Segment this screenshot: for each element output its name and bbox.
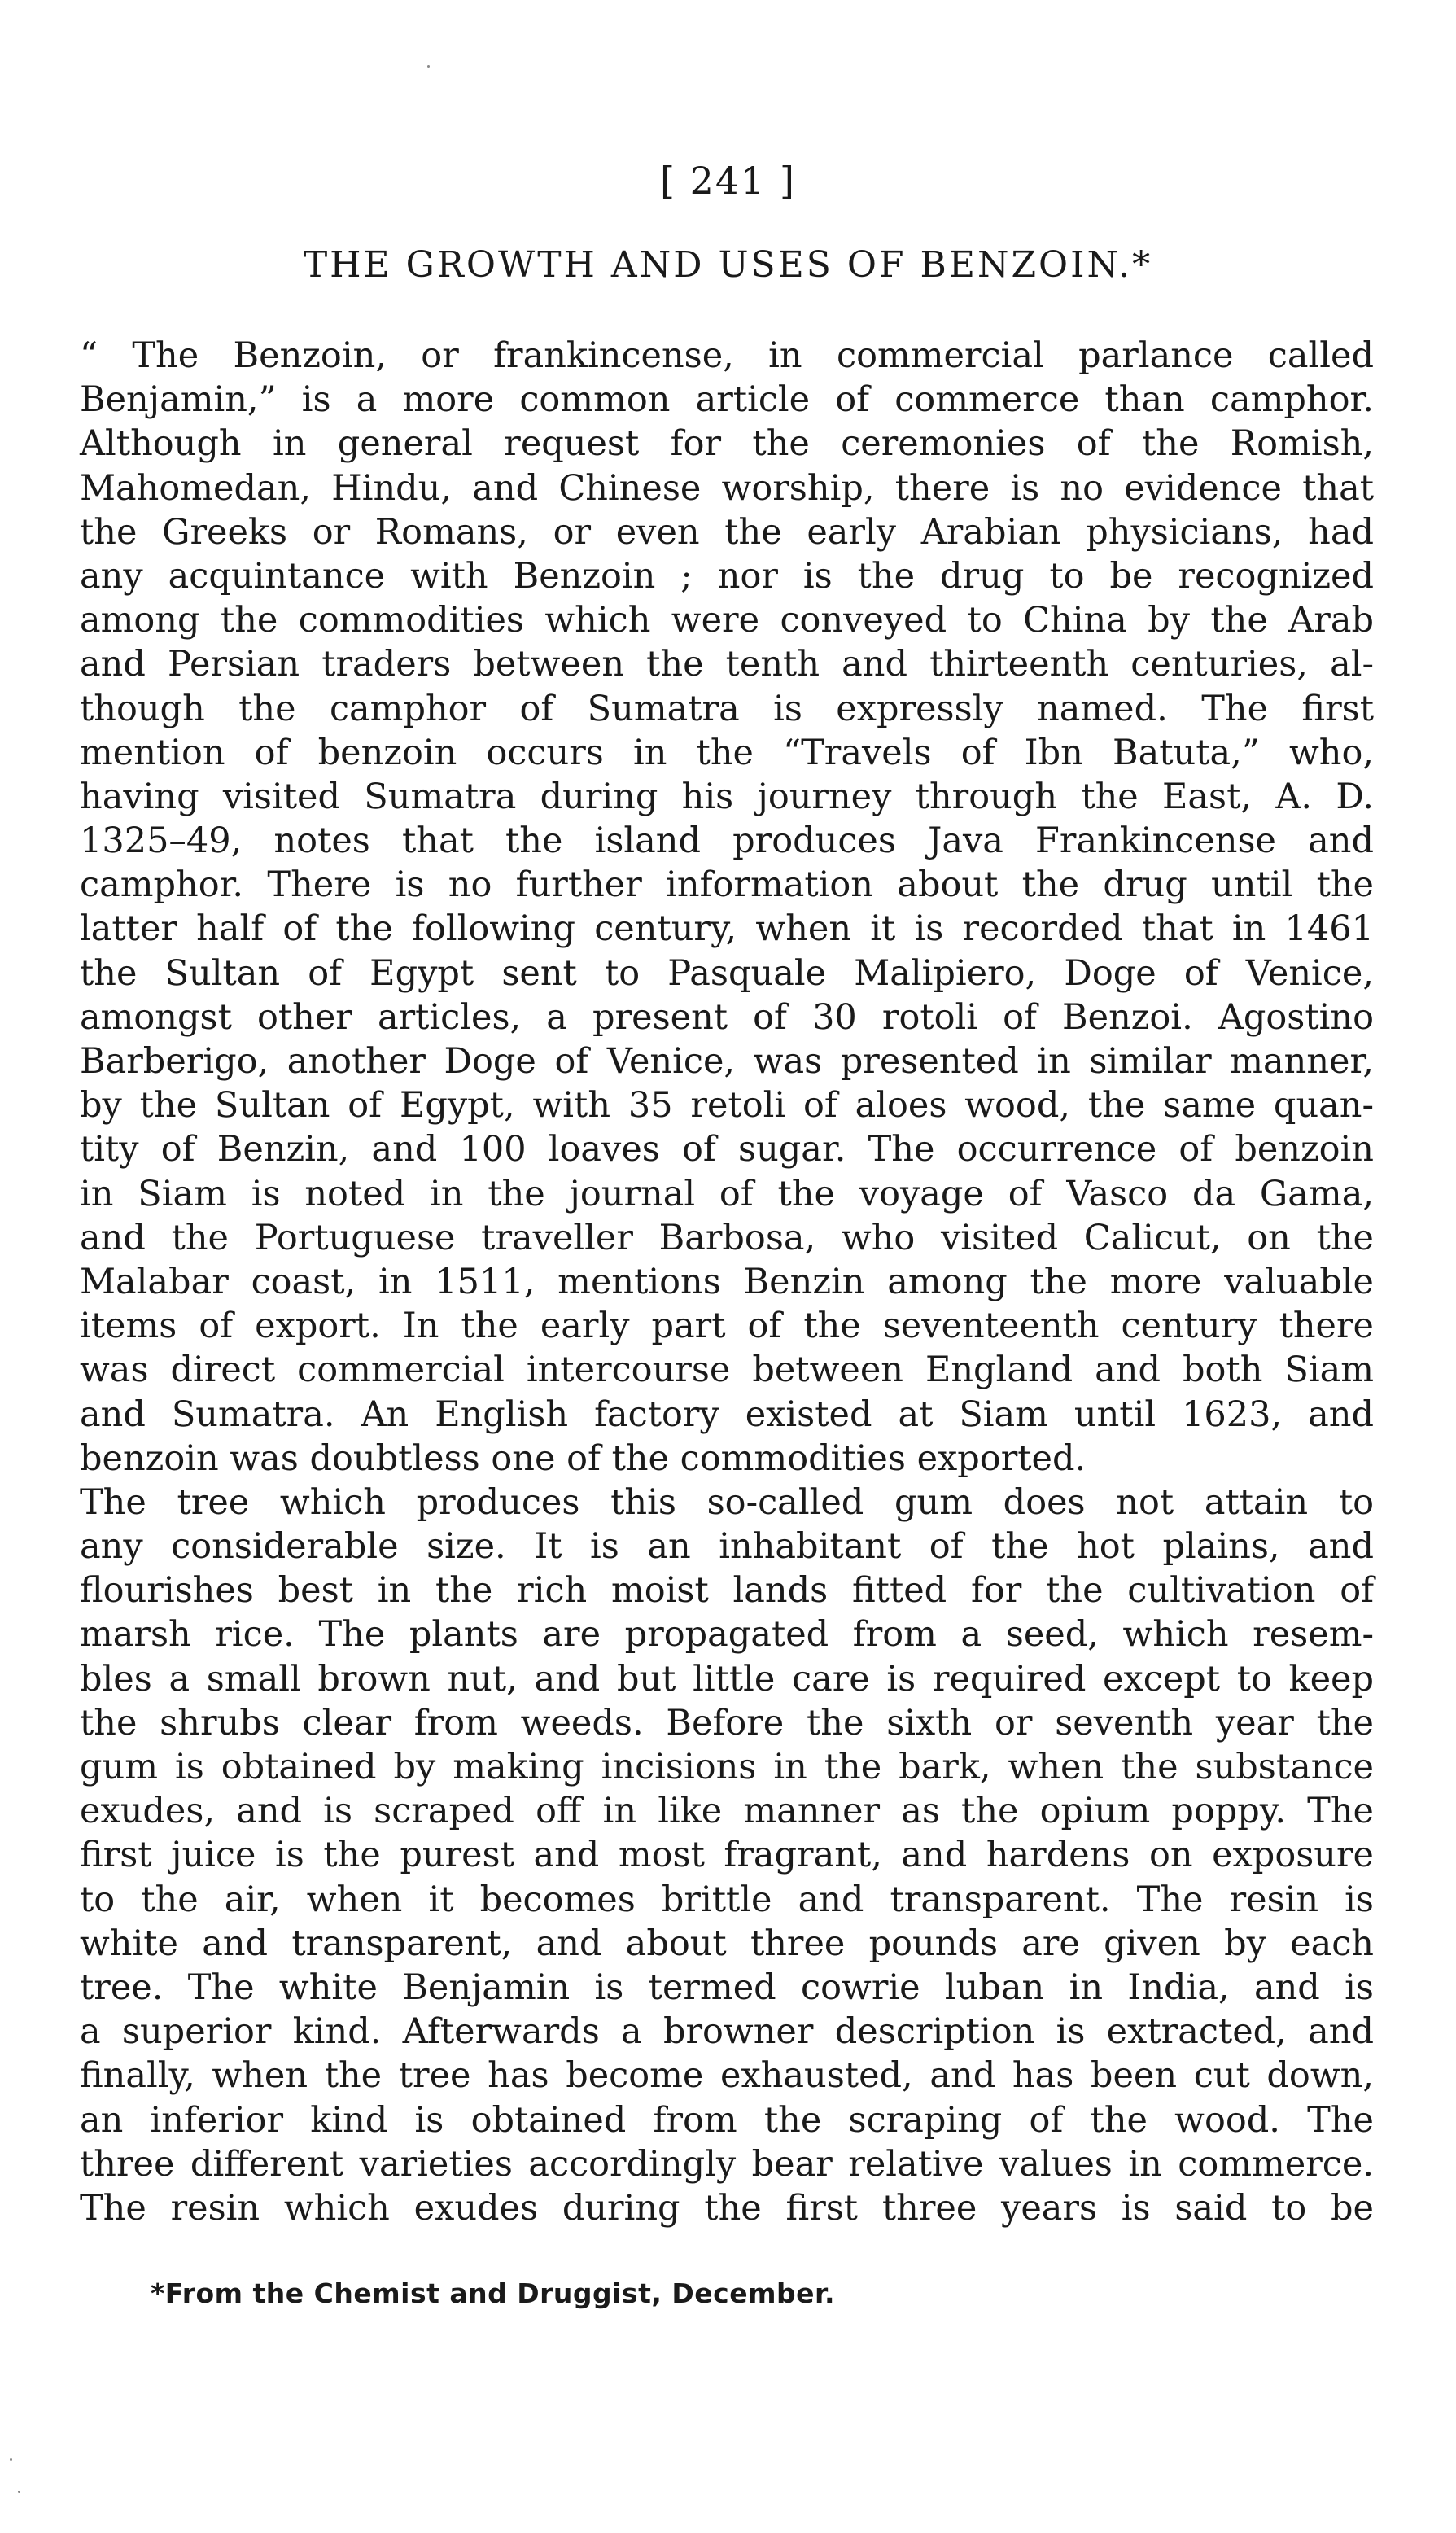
text-line: flourishes best in the rich moist lands fitted for the cultivation of — [80, 1570, 1374, 1612]
footnote: *From the Chemist and Druggist, December. — [151, 2277, 836, 2309]
paragraph-2 — [80, 1481, 1374, 2230]
text-line: a superior kind. Afterwards a browner description is extracted, and — [80, 2011, 1374, 2053]
text-line: “ The Benzoin, or frankincense, in commercial parlance called — [80, 335, 1374, 376]
text-line: The resin which exudes during the first three years is said to be — [80, 2187, 1374, 2229]
text-line: by the Sultan of Egypt, with 35 retoli of aloes wood, the same quan- — [80, 1085, 1374, 1127]
text-line: to the air, when it becomes brittle and transparent. The resin is — [80, 1879, 1374, 1920]
text-line: three different varieties accordingly bear relative values in commerce. — [80, 2143, 1374, 2185]
text-line: Barberigo, another Doge of Venice, was presented in similar manner, — [80, 1041, 1374, 1082]
text-line: tree. The white Benjamin is termed cowrie luban in India, and is — [80, 1966, 1374, 2008]
text-line: an inferior kind is obtained from the scraping of the wood. The — [80, 2099, 1374, 2141]
text-line: among the commodities which were conveyed to China by the Arab — [80, 600, 1374, 641]
text-line: any acquintance with Benzoin ; nor is the drug to be recognized — [80, 555, 1374, 597]
text-line: first juice is the purest and most fragrant, and hardens on exposure — [80, 1835, 1374, 1876]
scan-speck — [427, 65, 430, 68]
text-line: The tree which produces this so-called gum does not attain to — [80, 1481, 1374, 1523]
text-line: white and transparent, and about three pounds are given by each — [80, 1923, 1374, 1964]
text-line: marsh rice. The plants are propagated from a seed, which resem- — [80, 1614, 1374, 1656]
text-line: any considerable size. It is an inhabitant of the hot plains, and — [80, 1526, 1374, 1568]
text-line: Mahomedan, Hindu, and Chinese worship, there is no evidence that — [80, 467, 1374, 509]
text-line: exudes, and is scraped off in like manner as the opium poppy. The — [80, 1791, 1374, 1832]
scan-speck — [18, 2491, 20, 2493]
scan-speck — [10, 2458, 12, 2461]
text-line: Malabar coast, in 1511, mentions Benzin among the more valuable — [80, 1261, 1374, 1302]
text-line: camphor. There is no further information about the drug until the — [80, 864, 1374, 906]
text-line: benzoin was doubtless one of the commodities exported. — [80, 1437, 1087, 1479]
text-line: though the camphor of Sumatra is expressly named. The first — [80, 688, 1374, 729]
article-body — [80, 334, 1374, 2230]
text-line: 1325–49, notes that the island produces Java Frankincense and — [80, 820, 1374, 862]
text-line: mention of benzoin occurs in the “Travels of Ibn Batuta,” who, — [80, 732, 1374, 773]
text-line: and Sumatra. An English factory existed at Siam until 1623, and — [80, 1393, 1374, 1435]
text-line: Although in general request for the ceremonies of the Romish, — [80, 423, 1374, 465]
text-line: bles a small brown nut, and but little care is required except to keep — [80, 1658, 1374, 1700]
text-line: the Sultan of Egypt sent to Pasquale Malipiero, Doge of Venice, — [80, 952, 1374, 994]
text-line: items of export. In the early part of the seventeenth century there — [80, 1306, 1374, 1347]
text-line: having visited Sumatra during his journey through the East, A. D. — [80, 776, 1374, 817]
text-line: and the Portuguese traveller Barbosa, who visited Calicut, on the — [80, 1217, 1374, 1258]
text-line: was direct commercial intercourse between England and both Siam — [80, 1350, 1374, 1391]
text-line: gum is obtained by making incisions in the bark, when the substance — [80, 1747, 1374, 1787]
page-number: [ 241 ] — [660, 159, 796, 203]
paragraph-1 — [80, 334, 1374, 1481]
text-line: Benjamin,” is a more common article of commerce than camphor. — [80, 379, 1374, 421]
article-title: THE GROWTH AND USES OF BENZOIN.* — [303, 244, 1153, 286]
text-line: in Siam is noted in the journal of the voyage of Vasco da Gama, — [80, 1173, 1374, 1214]
text-line: and Persian traders between the tenth and thirteenth centuries, al- — [80, 644, 1374, 685]
text-line: tity of Benzin, and 100 loaves of sugar. The occurrence of benzoin — [80, 1129, 1374, 1170]
text-line: latter half of the following century, when it is recorded that in 1461 — [80, 908, 1374, 950]
text-line: amongst other articles, a present of 30 rotoli of Benzoi. Agostino — [80, 996, 1374, 1038]
text-line: the shrubs clear from weeds. Before the sixth or seventh year the — [80, 1702, 1374, 1743]
text-line: finally, when the tree has become exhausted, and has been cut down, — [80, 2055, 1374, 2097]
text-line: the Greeks or Romans, or even the early Arabian physicians, had — [80, 511, 1374, 553]
